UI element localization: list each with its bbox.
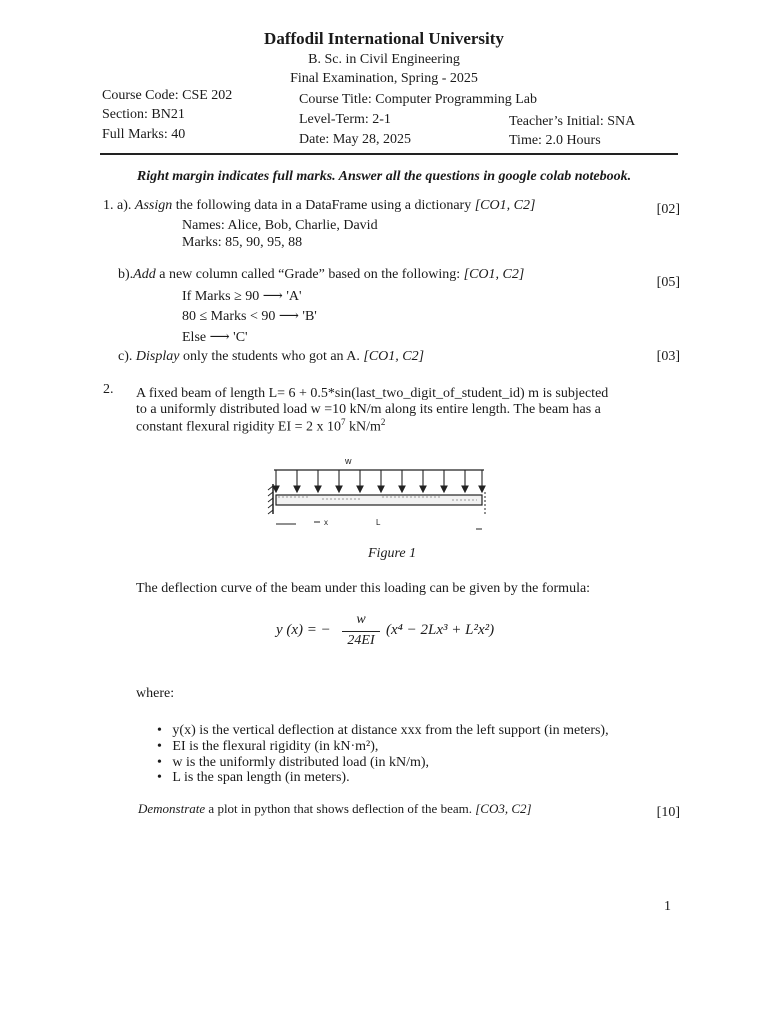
bullet-4: • L is the span length (in meters). (157, 770, 350, 785)
q1a-marks: [02] (656, 202, 680, 217)
q2-task-text: a plot in python that shows deflection of the beam. (208, 801, 472, 816)
q1b-rule-a: If Marks ≥ 90 ⟶ 'A' (182, 289, 302, 304)
formula-fraction-bar (342, 631, 380, 632)
formula-numerator: w (356, 612, 366, 627)
bullet-1: • y(x) is the vertical deflection at distance xxx from the left support (in meters), (157, 723, 609, 738)
exam-date: Date: May 28, 2025 (299, 132, 411, 147)
full-marks: Full Marks: 40 (102, 127, 186, 142)
q2-ei-unit-exponent: 2 (380, 417, 386, 427)
teacher-initial: Teacher’s Initial: SNA (509, 114, 636, 129)
q2-number: 2. (103, 382, 114, 397)
q2-task-co: [CO3, C2] (475, 801, 532, 816)
q1b-line (118, 267, 524, 283)
bullet-4-text: L is the span length (in meters). (172, 770, 350, 785)
header-rule (100, 153, 678, 155)
course-code: Course Code: CSE 202 (102, 88, 233, 103)
q2-marks: [10] (656, 805, 680, 820)
exam-time: Time: 2.0 Hours (509, 133, 601, 148)
q2-line-3 (136, 417, 385, 436)
load-arrows (273, 470, 485, 492)
q2-ei-text: constant flexural rigidity EI = 2 x 10 (136, 419, 342, 435)
q1c-marks: [03] (656, 349, 680, 364)
q1b-text: a new column called “Grade” based on the following: (159, 267, 461, 282)
q1c-text: only the students who got an A. (182, 349, 360, 364)
deflection-intro: The deflection curve of the beam under this loading can be given by the formula: (136, 581, 591, 596)
q2-ei-exponent: 7 (341, 417, 346, 427)
bullet-2-text: EI is the flexural rigidity (in kN·m²), (172, 739, 379, 754)
instructions: Right margin indicates full marks. Answer all the questions in google colab notebook. (136, 169, 632, 184)
q1b-verb: Add (133, 267, 156, 282)
q2-task (138, 801, 532, 817)
q1b-rule-b: 80 ≤ Marks < 90 ⟶ 'B' (182, 309, 317, 324)
q1b-number: b). (118, 267, 134, 282)
bullet-2: • EI is the flexural rigidity (in kN·m²), (157, 739, 379, 754)
q1c-verb: Display (135, 349, 180, 364)
section: Section: BN21 (102, 107, 185, 122)
formula-denominator: 24EI (347, 633, 375, 648)
q1a-number: 1. a). (103, 198, 132, 213)
figure-caption: Figure 1 (368, 546, 417, 561)
q2-line-2: to a uniformly distributed load w =10 kN/m along its entire length. The beam has a (136, 402, 601, 417)
x-label: x (324, 518, 328, 527)
q1a-marks-data: Marks: 85, 90, 95, 88 (182, 235, 303, 250)
where-label: where: (136, 686, 175, 701)
q2-ei-unit: kN/m (345, 419, 381, 435)
bullet-3: • w is the uniformly distributed load (in kN/m), (157, 755, 430, 770)
page-number: 1 (664, 899, 671, 914)
exam-name: Final Examination, Spring - 2025 (290, 71, 478, 86)
program-name: B. Sc. in Civil Engineering (308, 52, 460, 67)
load-label: w (345, 456, 352, 466)
q1c-co: [CO1, C2] (363, 349, 425, 364)
q1a-names: Names: Alice, Bob, Charlie, David (182, 218, 378, 233)
formula-lhs: y (x) = − (276, 622, 331, 638)
q1b-rule-c: Else ⟶ 'C' (182, 330, 248, 345)
q2-line-1: A fixed beam of length L= 6 + 0.5*sin(last_two_digit_of_student_id) m is subjected (136, 386, 609, 401)
level-term: Level-Term: 2-1 (299, 112, 391, 127)
university-name: Daffodil International University (264, 29, 504, 48)
q1b-co: [CO1, C2] (463, 267, 525, 282)
q1a-co: [CO1, C2] (474, 198, 536, 213)
q2-task-verb: Demonstrate (138, 801, 206, 816)
formula-rhs: (x⁴ − 2Lx³ + L²x²) (386, 622, 495, 638)
q1b-marks: [05] (656, 275, 680, 290)
bullet-1-text: y(x) is the vertical deflection at distance xxx from the left support (in meters), (172, 723, 609, 738)
span-label: L (376, 518, 381, 527)
q1a-verb: Assign (134, 198, 173, 213)
course-title: Course Title: Computer Programming Lab (299, 92, 537, 107)
q1c-number: c). (118, 349, 133, 364)
beam-figure (262, 452, 498, 538)
q1a-line (103, 198, 535, 214)
q1a-text: the following data in a DataFrame using a dictionary (175, 198, 472, 213)
q1c-line (118, 349, 424, 365)
bullet-3-text: w is the uniformly distributed load (in kN/m), (172, 755, 430, 770)
